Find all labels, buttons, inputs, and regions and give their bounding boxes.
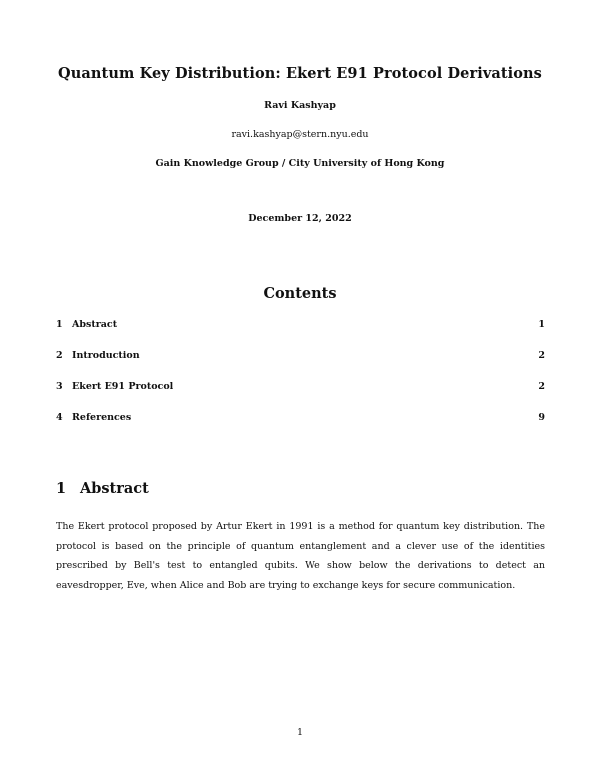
table-of-contents (56, 319, 545, 443)
toc-entry-page: 1 (538, 319, 545, 330)
toc-entry-label: Ekert E91 Protocol (72, 381, 174, 392)
toc-entry-number: 4 (56, 412, 63, 423)
toc-entry-label: Introduction (72, 350, 140, 361)
author-name: Ravi Kashyap (264, 100, 336, 111)
toc-entry-ekert-protocol[interactable] (56, 381, 545, 412)
toc-entry-references[interactable] (56, 412, 545, 443)
toc-entry-label: Abstract (72, 319, 118, 330)
toc-entry-label: References (72, 412, 132, 423)
toc-entry-abstract[interactable] (56, 319, 545, 350)
author-email: ravi.kashyap@stern.nyu.edu (231, 129, 369, 140)
toc-entry-page: 9 (538, 412, 545, 423)
paper-title: Quantum Key Distribution: Ekert E91 Protocol Derivations (58, 65, 542, 82)
abstract-paragraph: The Ekert protocol proposed by Artur Ekert in 1991 is a method for quantum key distribution. The protocol is based on the principle of quantum entanglement and a clever use of the identities prescribed by Bell's test to entangled qubits. We show below the derivations to detect an eavesdropper, Eve, when Alice and Bob are trying to exchange keys for secure communication. (56, 521, 545, 591)
toc-entry-number: 1 (56, 319, 63, 330)
toc-entry-number: 3 (56, 381, 63, 392)
toc-entry-number: 2 (56, 350, 63, 361)
author-affiliation: Gain Knowledge Group / City University of Hong Kong (155, 158, 445, 169)
section-title: Abstract (80, 480, 149, 497)
section-heading-abstract (56, 480, 149, 497)
section-number: 1 (56, 480, 67, 497)
toc-entry-introduction[interactable] (56, 350, 545, 381)
toc-entry-page: 2 (538, 381, 545, 392)
toc-entry-page: 2 (538, 350, 545, 361)
page-number: 1 (296, 727, 304, 738)
contents-heading: Contents (263, 285, 337, 302)
paper-date: December 12, 2022 (248, 213, 352, 224)
